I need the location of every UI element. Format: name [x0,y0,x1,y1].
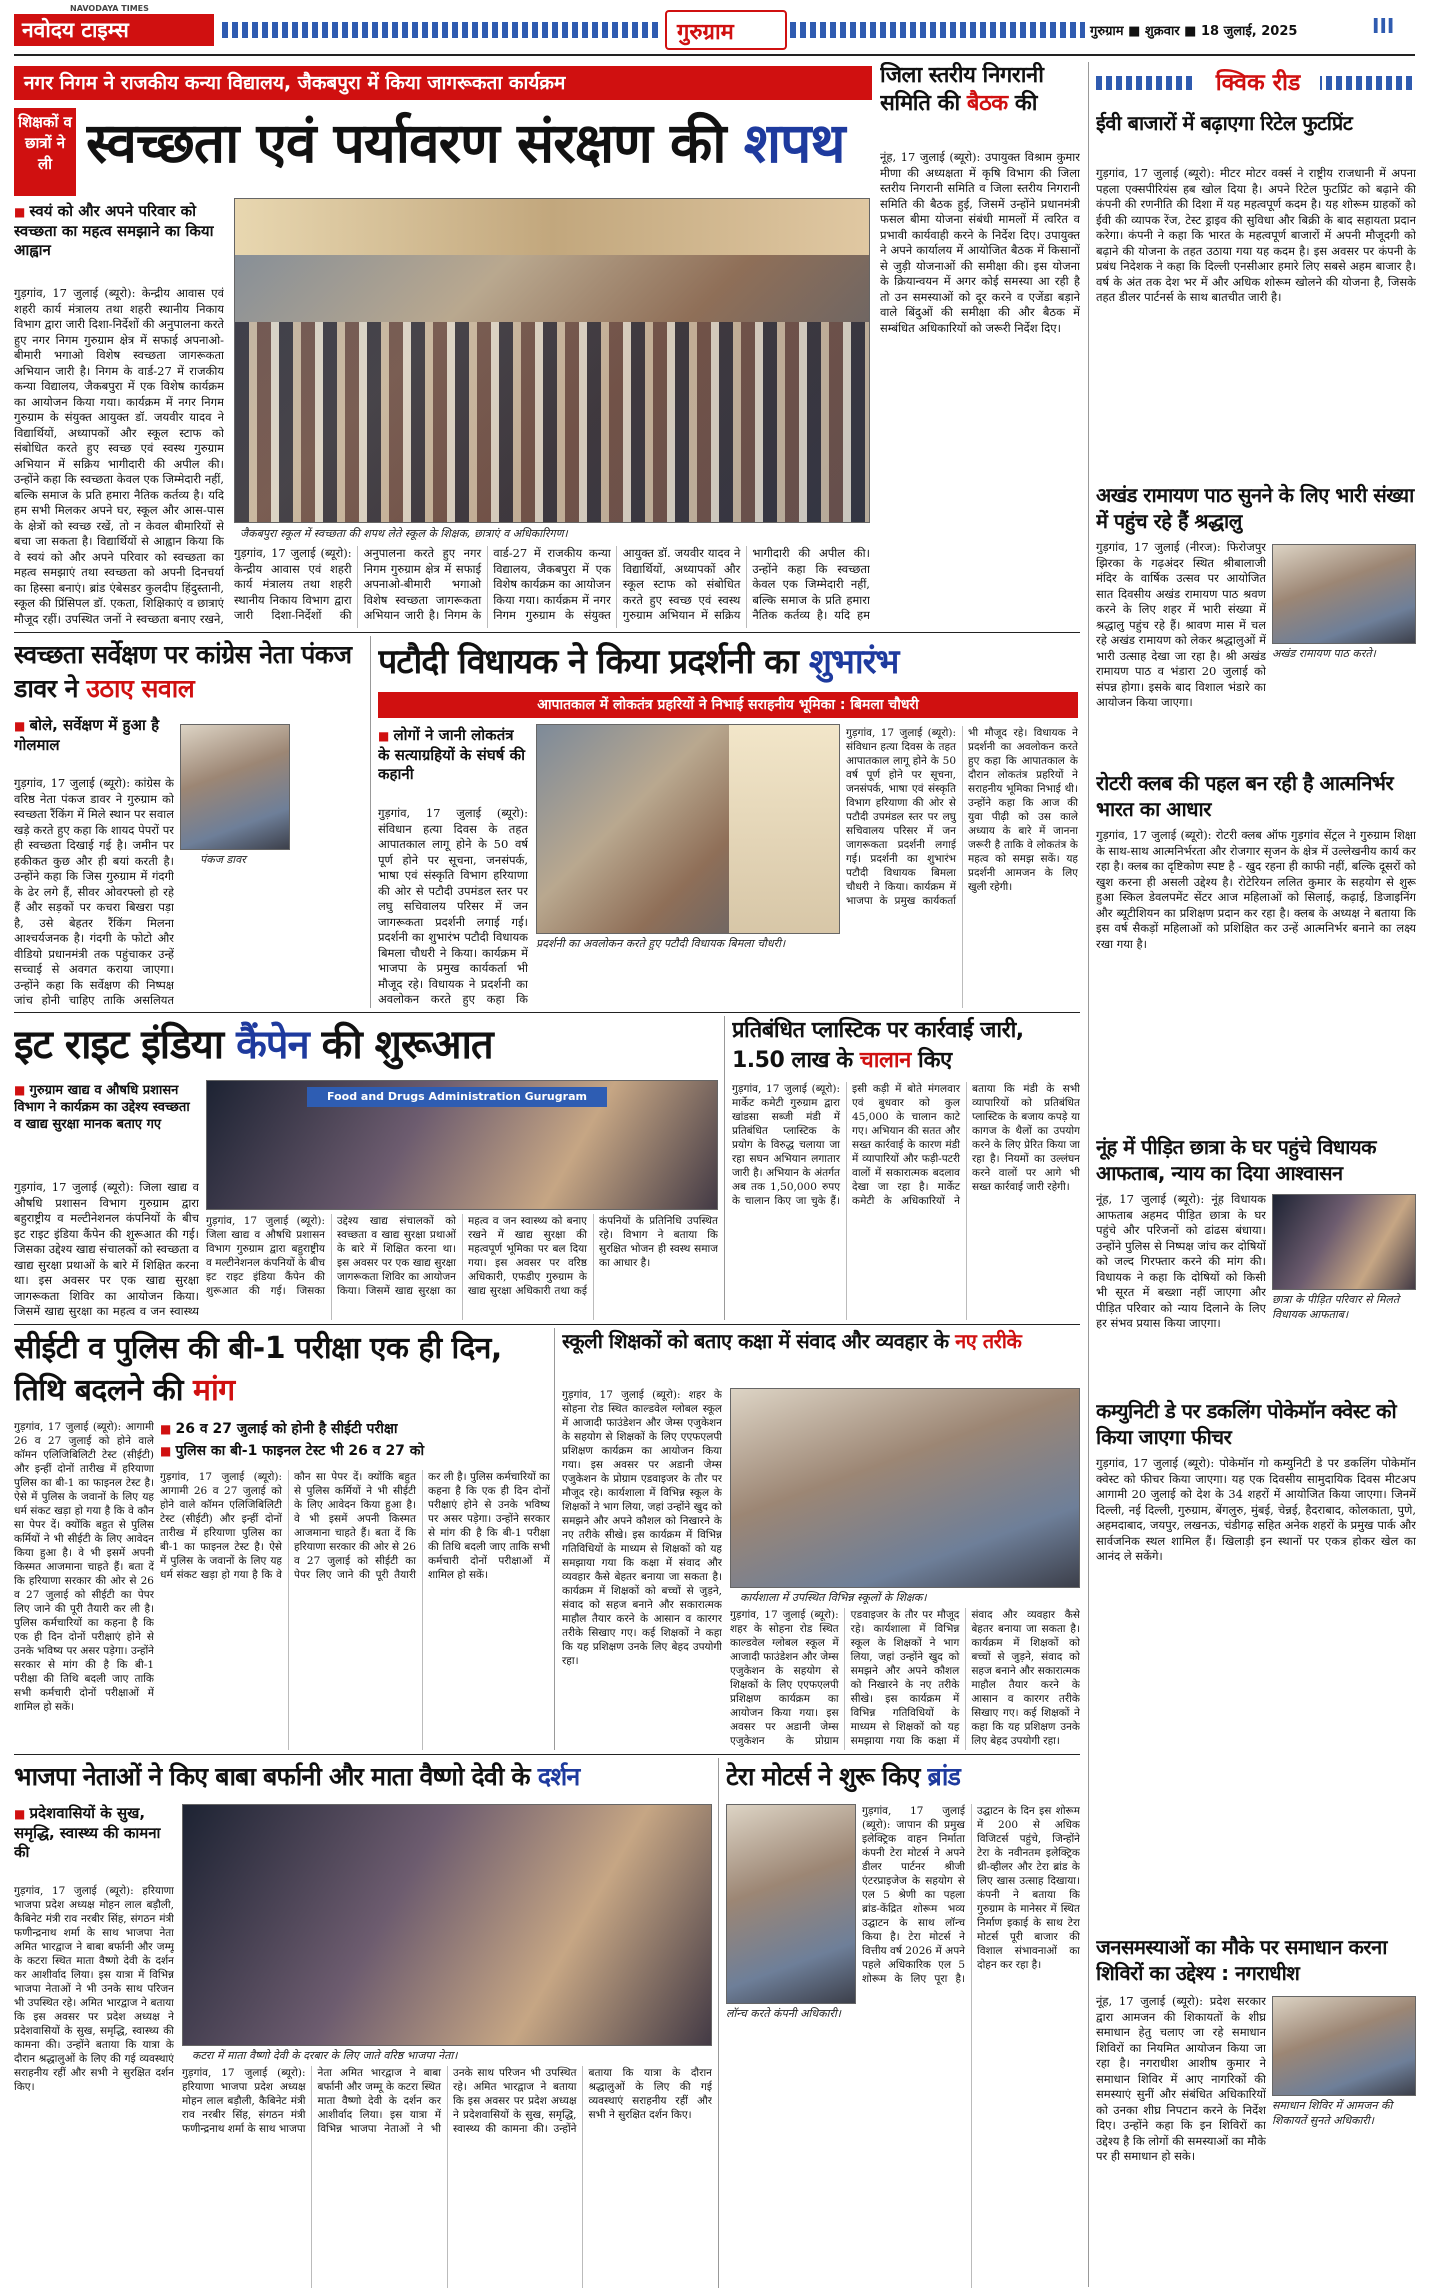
plastic-headline-tail: किए [917,1048,952,1073]
lead-kicker: नगर निगम ने राजकीय कन्या विद्यालय, जैकबपुरा में किया जागरूकता कार्यक्रम [14,66,872,100]
eatright-headline [14,1016,714,1076]
pataudi-body: गुड़गांव, 17 जुलाई (ब्यूरो): संविधान हत्या दिवस के तहत आपातकाल लागू होने के 50 वर्ष पूर्ण होने पर सूचना, जनसंपर्क, भाषा एवं संस्कृति विभाग हरियाणा की ओर से पटौदी उपमंडल स्तर पर लघु सचिवालय परिसर में जन जागरूकता प्रदर्शनी लगाई गई। प्रदर्शनी का शुभारंभ पटौदी विधायक बिमला चौधरी ने किया। कार्यक्रम में भाजपा के प्रमुख कार्यकर्ता भी मौजूद रहे। विधायक ने प्रदर्शनी का अवलोकन करते हुए कहा कि [378,806,528,1006]
congress-photo-caption: पंकज डावर [200,853,246,866]
vigilance-headline-tail: की [1014,91,1037,116]
congress-headline [14,638,354,712]
qr-item-0-body: गुड़गांव, 17 जुलाई (ब्यूरो): मीटर मोटर वर्क्स ने राष्ट्रीय राजधानी में अपना पहला एक्सपीरियंस हब खोल दिया है। अपने रिटेल फुटप्रिंट को बढ़ाने की कंपनी की रणनीति की दिशा में यह महत्वपूर्ण कदम है। यह शोरूम ग्राहकों को ईवी की व्यापक रेंज, टेस्ट ड्राइव की सुविधा और बिक्री के बाद सहायता प्रदान करेगा। कंपनी ने कहा कि भारत के महत्वपूर्ण बाजारों में अपनी मौजूदगी को बढ़ाने की योजना के तहत उठाया गया यह कदम है। इस अवसर पर कंपनी के प्रबंध निदेशक ने कहा कि दिल्ली एनसीआर हमारे लिए सबसे अहम बाजार है। वर्ष के अंत तक देश भर में और अधिक शोरूम खोलने की योजना है, जिसके तहत डीलर पार्टनर्स के साथ बातचीत जारी है। [1096,166,1416,304]
qr-item-1-photo [1272,544,1416,644]
cet-headline-main: सीईटी व पुलिस की बी-1 परीक्षा एक ही दिन, तिथि बदलने की [14,1331,502,1408]
vigilance-headline-main: जिला स्तरीय निगरानी समिति की [880,63,1044,116]
cet-body: गुड़गांव, 17 जुलाई (ब्यूरो): आगामी 26 व 27 जुलाई को होने वाले कॉमन एलिजिबिलिटी टेस्ट (सीईटी) और इन्हीं दोनों तारीख में हरियाणा पुलिस का बी-1 का फाइनल टेस्ट है। ऐसे में पुलिस के जवानों के लिए यह धर्म संकट खड़ा हो गया है कि वे कौन सा पेपर दें। क्योंकि बहुत से पुलिस कर्मियों ने भी सीईटी के लिए आवेदन किया हुआ है। वे भी इसमें अपनी किस्मत आजमाना चाहते हैं। बता दें कि हरियाणा सरकार की ओर से 26 व 27 जुलाई को सीईटी का पेपर लिए जाने की पूरी तैयारी कर ली है। पुलिस कर्मचारियों का कहना है कि एक ही दिन दोनों परीक्षाएं होने से उनके भविष्य पर असर पड़ेगा। उन्होंने सरकार से मांग की है कि बी-1 परीक्षा की तिथि बदली जाए ताकि सभी कर्मचारी दोनों परीक्षाओं में शामिल हो सकें। [14,1421,154,1713]
plastic-headline-accent: चालान [859,1048,911,1073]
congress-headline-accent: उठाए सवाल [86,674,195,703]
bjp-divider [718,1758,719,2288]
cet-headline [14,1328,544,1414]
masthead-page-no: III [1372,14,1395,38]
plastic-body: गुड़गांव, 17 जुलाई (ब्यूरो): मार्केट कमेटी गुरुग्राम द्वारा खांडसा सब्जी मंडी में प्रतिबंधित प्लास्टिक के प्रयोग के विरुद्ध चलाया जा रहा सघन अभियान लगातार जारी है। अभियान के अंतर्गत अब तक 1,50,000 रुपए के चालान किए जा चुके हैं। इसी कड़ी में बोते मंगलवार एवं बुधवार को कुल 45,000 के चालान काटे गए। अभियान की सतत और सख्त कार्रवाई के कारण मंडी में व्यापारियों और फड़ी-पटरी वालों में सकारात्मक बदलाव देखा जा रहा है। मार्केट कमेटी के अधिकारियों ने बताया कि मंडी के सभी व्यापारियों को प्रतिबंधित प्लास्टिक के बजाय कपड़े या कागज के थैलों का उपयोग करने के लिए प्रेरित किया जा रहा है। नियमों का उल्लंघन करने वालों पर आगे भी सख्त कार्रवाई जारी रहेगी। [732,1083,1080,1207]
lead-side-tag: शिक्षकों व छात्रों ने ली [14,108,76,196]
pataudi-sub: ■ लोगों ने जानी लोकतंत्र के सत्याग्रहियों के संघर्ष की कहानी [378,726,528,804]
masthead-stripes-right [790,22,1085,38]
pataudi-photo-exhibit [729,725,839,934]
qr-item-1-body: गुड़गांव, 17 जुलाई (नीरज): फिरोजपुर झिरका के गढ़अंदर स्थित श्रीबालाजी मंदिर के वार्षिक उत्सव पर आयोजित सात दिवसीय अखंड रामायण पाठ श्रवण करने के लिए शहर में भारी संख्या में श्रद्धालु पहुंच रहे हैं। श्रावण मास में चल रहे अखंड रामायण को लेकर श्रद्धालुओं में भारी उत्साह देखा जा रहा है। श्री अखंड रामायण पाठ व भंडारा 20 जुलाई को संपन्न होगा। इसके बाद विशाल भंडारे का आयोजन किया जाएगा। [1096,540,1266,709]
pataudi-headline [378,638,1078,688]
bjp-body: गुड़गांव, 17 जुलाई (ब्यूरो): हरियाणा भाजपा प्रदेश अध्यक्ष मोहन लाल बड़ौली, कैबिनेट मंत्री राव नरबीर सिंह, संगठन मंत्री फणीन्द्रनाथ शर्मा के साथ भाजपा नेता अमित भारद्वाज ने बाबा बर्फानी और जम्मू के कटरा स्थित माता वैष्णो देवी के दर्शन कर आशीर्वाद लिया। इस यात्रा में विभिन्न भाजपा नेताओं ने भी उनके साथ परिजन भी उपस्थित रहे। अमित भारद्वाज ने बताया कि इस अवसर पर प्रदेश अध्यक्ष ने प्रदेशवासियों के सुख, समृद्धि, स्वास्थ्य की कामना की। उन्होंने बताया कि यात्रा के दौरान श्रद्धालुओं के लिए की गई व्यवस्थाएं सराहनीय रहीं और सभी ने सुरक्षित दर्शन किए। [14,1885,174,2093]
eatright-photo-banner: Food and Drugs Administration Gurugram [307,1087,607,1107]
qr-item-2-headline: रोटरी क्लब की पहल बन रही है आत्मनिर्भर भारत का आधार [1096,771,1394,821]
bjp-body-cont-text: गुड़गांव, 17 जुलाई (ब्यूरो): हरियाणा भाजपा प्रदेश अध्यक्ष मोहन लाल बड़ौली, कैबिनेट मंत्री राव नरबीर सिंह, संगठन मंत्री फणीन्द्रनाथ शर्मा के साथ भाजपा नेता अमित भारद्वाज ने बाबा बर्फानी और जम्मू के कटरा स्थित माता वैष्णो देवी के दर्शन कर आशीर्वाद लिया। इस यात्रा में विभिन्न भाजपा नेताओं ने भी उनके साथ परिजन भी उपस्थित रहे। अमित भारद्वाज ने बताया कि इस अवसर पर प्रदेश अध्यक्ष ने प्रदेशवासियों के सुख, समृद्धि, स्वास्थ्य की कामना की। उन्होंने बताया कि यात्रा के दौरान श्रद्धालुओं के लिए की गई व्यवस्थाएं सराहनीय रहीं और सभी ने सुरक्षित दर्शन किए। [182,2067,712,2135]
qr-item-4-headline: कम्युनिटी डे पर डकलिंग पोकेमॉन क्वेस्ट को किया जाएगा फीचर [1096,1399,1397,1449]
vigilance-headline [880,62,1080,146]
school-photo-caption: कार्यशाला में उपस्थित विभिन्न स्कूलों के शिक्षक। [740,1591,927,1604]
bjp-body-cont [182,2066,712,2288]
lead-headline-main: स्वच्छता एवं पर्यावरण संरक्षण की [86,111,726,175]
pataudi-body-side-text: गुड़गांव, 17 जुलाई (ब्यूरो): संविधान हत्या दिवस के तहत आपातकाल लागू होने के 50 वर्ष पूर्ण होने पर सूचना, जनसंपर्क, भाषा एवं संस्कृति विभाग हरियाणा की ओर से पटौदी उपमंडल स्तर पर लघु सचिवालय परिसर में जन जागरूकता प्रदर्शनी लगाई गई। प्रदर्शनी का शुभारंभ पटौदी विधायक बिमला चौधरी ने किया। कार्यक्रम में भाजपा के प्रमुख कार्यकर्ता भी मौजूद रहे। विधायक ने प्रदर्शनी का अवलोकन करते हुए कहा कि आपातकाल के दौरान लोकतंत्र प्रहरियों ने सराहनीय भूमिका निभाई थी। उन्होंने कहा कि आज की युवा पीढ़ी को उस काले अध्याय के बारे में जानना जरूरी है ताकि वे लोकतंत्र के महत्व को समझ सकें। यह प्रदर्शनी आमजन के लिए खुली रहेगी। [846,727,1078,907]
qr-item-0-headline: ईवी बाजारों में बढ़ाएगा रिटेल फुटप्रिंट [1096,111,1353,135]
congress-body-cont [296,716,366,1008]
school-body-cont-text: गुड़गांव, 17 जुलाई (ब्यूरो): शहर के सोहना रोड स्थित काल्डवेल ग्लोबल स्कूल में आजादी फाउंडेशन और जेम्स एजुकेशन के सहयोग से शिक्षकों के लिए एएफएलपी प्रशिक्षण कार्यक्रम का आयोजन किया गया। इस अवसर पर अडानी जेम्स एजुकेशन के प्रोग्राम एडवाइजर के तौर पर मौजूद रहे। कार्यशाला में विभिन्न स्कूल के शिक्षकों ने भाग लिया, जहां उन्होंने खुद को समझने और अपने कौशल को निखारने के नए तरीके सीखे। इस कार्यक्रम में विभिन्न गतिविधियों के माध्यम से शिक्षकों को यह समझाया गया कि कक्षा में संवाद और व्यवहार कैसे बेहतर बनाया जा सकता है। कार्यक्रम में शिक्षकों को बच्चों से जुड़ने, संवाद को सहज बनाने और सकारात्मक माहौल तैयार करने के आसान व कारगर तरीके सिखाए गए। कई शिक्षकों ने कहा कि यह प्रशिक्षण उनके लिए बेहद उपयोगी रहा। [730,1609,1080,1747]
vigilance-headline-accent: बैठक [966,91,1008,116]
eatright-photo [206,1080,718,1210]
lead-headline-accent: शपथ [743,111,845,175]
qr-item-5-body: नूंह, 17 जुलाई (ब्यूरो): प्रदेश सरकार द्वारा आमजन की शिकायतों के शीघ्र समाधान हेतु चलाए जा रहे समाधान शिविरों का नियमित आयोजन किया जा रहा है। नगराधीश आशीष कुमार ने समाधान शिविर में आए नागरिकों की समस्याएं सुनीं और संबंधित अधिकारियों को उनका शीघ्र निपटान करने के निर्देश दिए। उन्होंने कहा कि इन शिविरों का उद्देश्य है कि लोगों की समस्याओं का मौके पर ही समाधान हो सके। [1096,1994,1266,2163]
bjp-headline [14,1758,714,1798]
school-headline [562,1328,1080,1384]
bjp-headline-main: भाजपा नेताओं ने किए बाबा बर्फानी और माता वैष्णो देवी के [14,1762,530,1791]
lead-body-cont-text: गुड़गांव, 17 जुलाई (ब्यूरो): केन्द्रीय आवास एवं शहरी कार्य मंत्रालय तथा शहरी स्थानीय निकाय विभाग द्वारा जारी दिशा-निर्देशों की अनुपालना करते हुए नगर निगम गुरुग्राम क्षेत्र में सफाई अपनाओ-बीमारी भगाओ विशेष स्वच्छता जागरूकता अभियान जारी है। निगम के वार्ड-27 में राजकीय कन्या विद्यालय, जैकबपुरा में एक विशेष कार्यक्रम का आयोजन किया गया। कार्यक्रम में नगर निगम गुरुग्राम के संयुक्त आयुक्त डॉ. जयवीर यादव ने विद्यार्थियों, अध्यापकों और स्कूल स्टाफ को संबोधित करते हुए स्वच्छ एवं स्वस्थ गुरुग्राम अभियान में सक्रिय भागीदारी की अपील की। उन्होंने कहा कि स्वच्छता केवल एक जिम्मेदारी नहीं, बल्कि समाज के प्रति हमारा नैतिक कर्तव्य है। यदि हम [234,546,870,622]
bjp-headline-accent: दर्शन [537,1762,580,1791]
cet-body-cont [160,1470,550,1750]
qr-item-1-caption: अखंड रामायण पाठ करते। [1272,647,1376,660]
tata-headline-accent: ब्रांड [927,1762,961,1791]
tata-headline [726,1758,1080,1798]
cet-divider [554,1328,555,1750]
qr-item-5-photo [1272,1996,1416,2096]
masthead-dateline: गुरुग्राम ■ शुक्रवार ■ 18 जुलाई, 2025 [1090,24,1298,39]
eatright-headline-accent: कैंपेन [236,1022,309,1068]
masthead-stripes [222,22,662,38]
eatright-body-cont [206,1214,718,1320]
qr-item-2-body: गुड़गांव, 17 जुलाई (ब्यूरो): रोटरी क्लब ऑफ गुड़गांव सेंट्रल ने गुरुग्राम शिक्षा के साथ-साथ आत्मनिर्भरता और रोजगार सृजन के क्षेत्र में उल्लेखनीय कार्य कर रहा है। क्लब का दृष्टिकोण स्पष्ट है - खुद रहना ही काफी नहीं, बल्कि दूसरों को खुश करना ही असली उद्देश्य है। रोटेरियन ललित कुमार के सहयोग से शुरू हुआ स्किल डेवलपमेंट सेंटर आज महिलाओं को सिलाई, कढ़ाई, डिजाइनिंग और ब्यूटीशियन का प्रशिक्षण प्रदान कर रहा है। क्लब के अध्यक्ष ने बताया कि इस वर्ष सैकड़ों महिलाओं को प्रशिक्षित कर उन्हें आत्मनिर्भर बनाने का लक्ष्य रखा गया है। [1096,828,1416,951]
qr-item-3-photo [1272,1194,1416,1290]
plastic-headline [732,1016,1080,1078]
tata-body: गुड़गांव, 17 जुलाई (ब्यूरो): जापान की प्रमुख इलेक्ट्रिक वाहन निर्माता कंपनी टेरा मोटर्स ने अपने डीलर पार्टनर श्रीजी एंटरप्राइजेज के सहयोग से एल 5 श्रेणी का पहला ब्रांड-केंद्रित शोरूम भव्य उद्घाटन के साथ लॉन्च किया है। टेरा मोटर्स ने वित्तीय वर्ष 2026 में अपने पहले अधिकारिक एल 5 शोरूम के लिए पूरा है। उद्घाटन के दिन इस शोरूम में 200 से अधिक विजिटर्स पहुंचे, जिन्होंने टेरा के नवीनतम इलेक्ट्रिक थ्री-व्हीलर और टेरा ब्रांड के लिए खास उत्साह दिखाया। कंपनी ने बताया कि गुरुग्राम के मानेसर में स्थित निर्माण इकाई के साथ टेरा मोटर्स पूरी बाजार की विशाल संभावनाओं का दोहन कर रहा है। [862,1805,1080,1985]
sidebar-divider [1088,62,1089,2287]
congress-sub: ■ बोले, सर्वेक्षण में हुआ है गोलमाल [14,716,174,774]
pataudi-headline-main: पटौदी विधायक ने किया प्रदर्शनी का [378,642,798,682]
qr-item-4-body: गुड़गांव, 17 जुलाई (ब्यूरो): पोकेमॉन गो कम्युनिटी डे पर डकलिंग पोकेमॉन क्वेस्ट को फीचर किया जाएगा। यह एक दिवसीय सामुदायिक दिवस मीटअप आगामी 20 जुलाई को देश के 34 शहरों में आयोजित किया जाएगा। जिनमें दिल्ली, नई दिल्ली, गुरुग्राम, बेंगलुरु, मुंबई, चेन्नई, हैदराबाद, कोलकाता, पुणे, अहमदाबाद, जयपुर, लखनऊ, चंडीगढ़ सहित अनेक शहरों के प्रमुख पार्क और सार्वजनिक स्थल शामिल हैं। खिलाड़ी इन स्थानों पर एकत्र होकर खेल का आनंद ले सकेंगे। [1096,1456,1416,1563]
masthead-brand: नवोदय टाइम्स [22,18,129,42]
masthead-rule [14,54,1415,56]
row5-rule [14,1754,1080,1755]
tata-photo [726,1804,856,2004]
congress-photo [180,724,290,850]
row4-rule [14,1324,1080,1325]
eatright-body-cont-text: गुड़गांव, 17 जुलाई (ब्यूरो): जिला खाद्य व औषधि प्रशासन विभाग गुरुग्राम द्वारा बहुराष्ट्रीय व मल्टीनेशनल कंपनियों के बीच इट राइट इंडिया कैंपेन की शुरूआत की गई। जिसका उद्देश्य खाद्य संचालकों को स्वच्छता व खाद्य सुरक्षा प्रथाओं के बारे में शिक्षित करना था। इस अवसर पर एक खाद्य सुरक्षा जागरूकता शिविर का आयोजन किया। जिसमें खाद्य सुरक्षा का महत्व व जन स्वास्थ्य को बनाए रखने में खाद्य सुरक्षा की महत्वपूर्ण भूमिका पर बल दिया गया। इस अवसर पर वरिष्ठ अधिकारी, एफडीए गुरुग्राम के खाद्य सुरक्षा अधिकारी तथा कई कंपनियों के प्रतिनिधि उपस्थित रहे। विभाग ने बताया कि सुरक्षित भोजन ही स्वस्थ समाज का आधार है। [206,1215,718,1297]
congress-divider [370,636,371,1008]
pataudi-body-side [846,726,1078,1008]
plastic-headline-main: प्रतिबंधित प्लास्टिक पर कार्रवाई जारी, 1.50 लाख के [732,1018,1024,1073]
eatright-sub: ■ गुरुग्राम खाद्य व औषधि प्रशासन विभाग ने कार्यक्रम का उद्देश्य स्वच्छता व खाद्य सुरक्षा मानक बताए गए [14,1082,199,1178]
cet-headline-accent: मांग [193,1373,235,1408]
school-headline-accent: नए तरीके [955,1329,1022,1353]
quick-read-header [1096,64,1416,104]
school-headline-main: स्कूली शिक्षकों को बताए कक्षा में संवाद और व्यवहार के [562,1329,949,1353]
masthead-small-brand: NAVODAYA TIMES [70,4,149,13]
bjp-photo [182,1804,712,2046]
eatright-divider [724,1016,725,1320]
tata-photo-caption: लॉन्च करते कंपनी अधिकारी। [726,2007,841,2020]
cet-bullet-1: ■ पुलिस का बी-1 फाइनल टेस्ट भी 26 व 27 को [160,1440,550,1462]
pataudi-photo-caption: प्रदर्शनी का अवलोकन करते हुए पटौदी विधायक बिमला चौधरी। [536,937,786,950]
congress-headline-main: स्वच्छता सर्वेक्षण पर कांग्रेस नेता पंकज डावर ने [14,640,352,703]
eatright-body: गुड़गांव, 17 जुलाई (ब्यूरो): जिला खाद्य व औषधि प्रशासन विभाग गुरुग्राम द्वारा बहुराष्ट्रीय व मल्टीनेशनल कंपनियों के बीच इट राइट इंडिया कैंपेन की शुरूआत की गई। जिसका उद्देश्य खाद्य संचालकों को स्वच्छता व खाद्य सुरक्षा प्रथाओं के बारे में शिक्षित करना था। इस अवसर पर एक खाद्य सुरक्षा जागरूकता शिविर का आयोजन किया। जिसमें खाद्य सुरक्षा का महत्व व जन स्वास्थ्य [14,1180,199,1318]
lead-photo [234,198,870,523]
eatright-headline-main: इट राइट इंडिया [14,1022,224,1068]
lead-photo-banner [235,199,869,255]
pataudi-photo [536,724,840,934]
lead-photo-crowd [235,322,869,522]
masthead [0,0,1429,58]
qr-item-5-caption: समाधान शिविर में आमजन की शिकायतें सुनते अधिकारी। [1272,2099,1393,2127]
vigilance-body: नूंह, 17 जुलाई (ब्यूरो): उपायुक्त विश्राम कुमार मीणा की अध्यक्षता में कृषि विभाग की जिला स्तरीय निगरानी समिति व जिला स्तरीय निगरानी समिति की बैठक हुई, जिसमें उन्होंने प्रधानमंत्री फसल बीमा योजना संबंधी मामलों में त्वरित व प्रभावी कार्यवाही करने के निर्देश दिए। उपायुक्त ने अपने कार्यालय में आयोजित बैठक में किसानों से जुड़ी योजनाओं की समीक्षा की। इस योजना के क्रियान्वयन में अगर कोई समस्या आ रही है तो उन समस्याओं को दूर करने व एजेंडा बड़ाने वाले बिंदुओं की समीक्षा की और बैठक में सम्बंधित अधिकारियों को जरूरी निर्देश दिए। [880,150,1080,335]
masthead-section: गुरुग्राम [677,20,734,45]
lead-body-cont [234,546,870,628]
row2-rule [14,632,1080,633]
qr-item-3-caption: छात्रा के पीड़ित परिवार से मिलते विधायक आफताब। [1272,1293,1400,1321]
school-body-cont [730,1608,1080,1750]
school-body: गुड़गांव, 17 जुलाई (ब्यूरो): शहर के सोहना रोड स्थित काल्डवेल ग्लोबल स्कूल में आजादी फाउंडेशन और जेम्स एजुकेशन के सहयोग से शिक्षकों के लिए एएफएलपी प्रशिक्षण कार्यक्रम का आयोजन किया गया। इस अवसर पर अडानी जेम्स एजुकेशन के प्रोग्राम एडवाइजर के तौर पर मौजूद रहे। कार्यशाला में विभिन्न स्कूल के शिक्षकों ने भाग लिया, जहां उन्होंने खुद को समझने और अपने कौशल को निखारने के नए तरीके सीखे। इस कार्यक्रम में विभिन्न गतिविधियों के माध्यम से शिक्षकों को यह समझाया गया कि कक्षा में संवाद और व्यवहार कैसे बेहतर बनाया जा सकता है। कार्यक्रम में शिक्षकों को बच्चों से जुड़ने, संवाद को सहज बनाने और सकारात्मक माहौल तैयार करने के आसान व कारगर तरीके सिखाए गए। कई शिक्षकों ने कहा कि यह प्रशिक्षण उनके लिए बेहद उपयोगी रहा। [562,1389,722,1667]
qr-item-3-body: नूंह, 17 जुलाई (ब्यूरो): नूंह विधायक आफताब अहमद पीड़ित छात्रा के घर पहुंचे और परिजनों को ढांढस बंधाया। उन्होंने पुलिस से निष्पक्ष जांच कर दोषियों को जल्द गिरफ्तार करने की मांग की। विधायक ने कहा कि दोषियों को किसी भी सूरत में बख्शा नहीं जाएगा और पीड़ित परिवार को न्याय दिलाने के लिए हर संभव प्रयास किया जाएगा। [1096,1192,1266,1330]
qr-item-3-headline: नूंह में पीड़ित छात्रा के घर पहुंचे विधायक आफताब, न्याय का दिया आश्वासन [1096,1135,1376,1185]
cet-body-cont-text: गुड़गांव, 17 जुलाई (ब्यूरो): आगामी 26 व 27 जुलाई को होने वाले कॉमन एलिजिबिलिटी टेस्ट (सीईटी) और इन्हीं दोनों तारीख में हरियाणा पुलिस का बी-1 का फाइनल टेस्ट है। ऐसे में पुलिस के जवानों के लिए यह धर्म संकट खड़ा हो गया है कि वे कौन सा पेपर दें। क्योंकि बहुत से पुलिस कर्मियों ने भी सीईटी के लिए आवेदन किया हुआ है। वे भी इसमें अपनी किस्मत आजमाना चाहते हैं। बता दें कि हरियाणा सरकार की ओर से 26 व 27 जुलाई को सीईटी का पेपर लिए जाने की पूरी तैयारी कर ली है। पुलिस कर्मचारियों का कहना है कि एक ही दिन दोनों परीक्षाएं होने से उनके भविष्य पर असर पड़ेगा। उन्होंने सरकार से मांग की है कि बी-1 परीक्षा की तिथि बदली जाए ताकि सभी कर्मचारी दोनों परीक्षाओं में शामिल हो सकें। [160,1471,550,1581]
pataudi-body-cont [536,952,840,1008]
cet-bullets [160,1418,550,1466]
row3-rule [14,1012,1080,1013]
eatright-headline-tail: की शुरूआत [321,1022,493,1068]
school-photo [730,1388,1080,1588]
qr-item-5-headline: जनसमस्याओं का मौके पर समाधान करना शिविरों का उद्देश्य : नगराधीश [1096,1935,1387,1985]
congress-body: गुड़गांव, 17 जुलाई (ब्यूरो): कांग्रेस के वरिष्ठ नेता पंकज डावर ने गुरुग्राम को स्वच्छता रैंकिंग में मिले स्थान पर सवाल खड़े करते हुए कहा कि शायद पेपरों पर ही स्वच्छता दिखाई गई है। जमीन पर हकीकत कुछ और ही बयां करती है। उन्होंने कहा कि जिस गुरुग्राम में गंदगी के ढेर लगे हैं, सीवर ओवरफ्लो हो रहे हैं और सड़कों पर कचरा बिखरा पड़ा है, उसे बेहतर रैंकिंग मिलना आश्चर्यजनक है। गंदगी के फोटो और वीडियो प्रधानमंत्री तक पहुंचाकर उन्हें सच्चाई से अवगत कराया जाएगा। उन्होंने कहा कि सर्वेक्षण की निष्पक्ष जांच होनी चाहिए ताकि असलियत [14,776,174,1007]
quick-read-title: क्विक रीड [1196,66,1320,100]
lead-photo-caption: जैकबपुरा स्कूल में स्वच्छता की शपथ लेते स्कूल के शिक्षक, छात्राएं व अधिकारिगण। [240,527,568,540]
pataudi-headline-accent: शुभारंभ [808,642,899,682]
tata-headline-main: टेरा मोटर्स ने शुरू किए [726,1762,920,1791]
lead-sub: ■ स्वयं को और अपने परिवार को स्वच्छता का महत्व समझाने का किया आह्वान [14,202,224,282]
cet-bullet-0: ■ 26 व 27 जुलाई को होनी है सीईटी परीक्षा [160,1418,550,1440]
bjp-sub: ■ प्रदेशवासियों के सुख, समृद्धि, स्वास्थ्य की कामना की [14,1804,174,1880]
pataudi-redbar: आपातकाल में लोकतंत्र प्रहरियों ने निभाई सराहनीय भूमिका : बिमला चौधरी [378,692,1078,718]
lead-headline [86,104,876,186]
qr-item-1-headline: अखंड रामायण पाठ सुनने के लिए भारी संख्या में पहुंच रहे हैं श्रद्धालु [1096,483,1414,533]
bjp-photo-caption: कटरा में माता वैष्णो देवी के दरबार के लिए जाते वरिष्ठ भाजपा नेता। [192,2049,458,2062]
lead-body: गुड़गांव, 17 जुलाई (ब्यूरो): केन्द्रीय आवास एवं शहरी कार्य मंत्रालय तथा शहरी स्थानीय निकाय विभाग द्वारा जारी दिशा-निर्देशों की अनुपालना करते हुए नगर निगम गुरुग्राम क्षेत्र में सफाई अपनाओ-बीमारी भगाओ विशेष स्वच्छता जागरूकता अभियान जारी है। निगम के वार्ड-27 में राजकीय कन्या विद्यालय, जैकबपुरा में एक विशेष कार्यक्रम का आयोजन किया गया। कार्यक्रम में नगर निगम गुरुग्राम के संयुक्त आयुक्त डॉ. जयवीर यादव ने विद्यार्थियों, अध्यापकों और स्कूल स्टाफ को संबोधित करते हुए स्वच्छ एवं स्वस्थ गुरुग्राम अभियान में सक्रिय भागीदारी की अपील की। उन्होंने कहा कि स्वच्छता केवल एक जिम्मेदारी नहीं, बल्कि समाज के प्रति हमारा नैतिक कर्तव्य है। यदि हम सभी मिलकर अपने घर, स्कूल और आस-पास के क्षेत्रों को स्वच्छ रखें, तो न केवल बीमारियों से बचा जा सकता है। विद्यार्थियों से आह्वान किया कि वे स्वयं को और अपने परिवार को स्वच्छता का महत्व समझाएं तथा स्वच्छता को अपनी दिनचर्या का हिस्सा बनाएं। ब्रांड एंबेसडर कुलदीप हिंदुस्तानी, स्कूल की प्रिंसिपल डॉ. एकता, शिक्षिकाएं व छात्राएं मौजूद रहीं। उपस्थित जनों ने स्वच्छता बनाए रखने, [14,286,224,626]
